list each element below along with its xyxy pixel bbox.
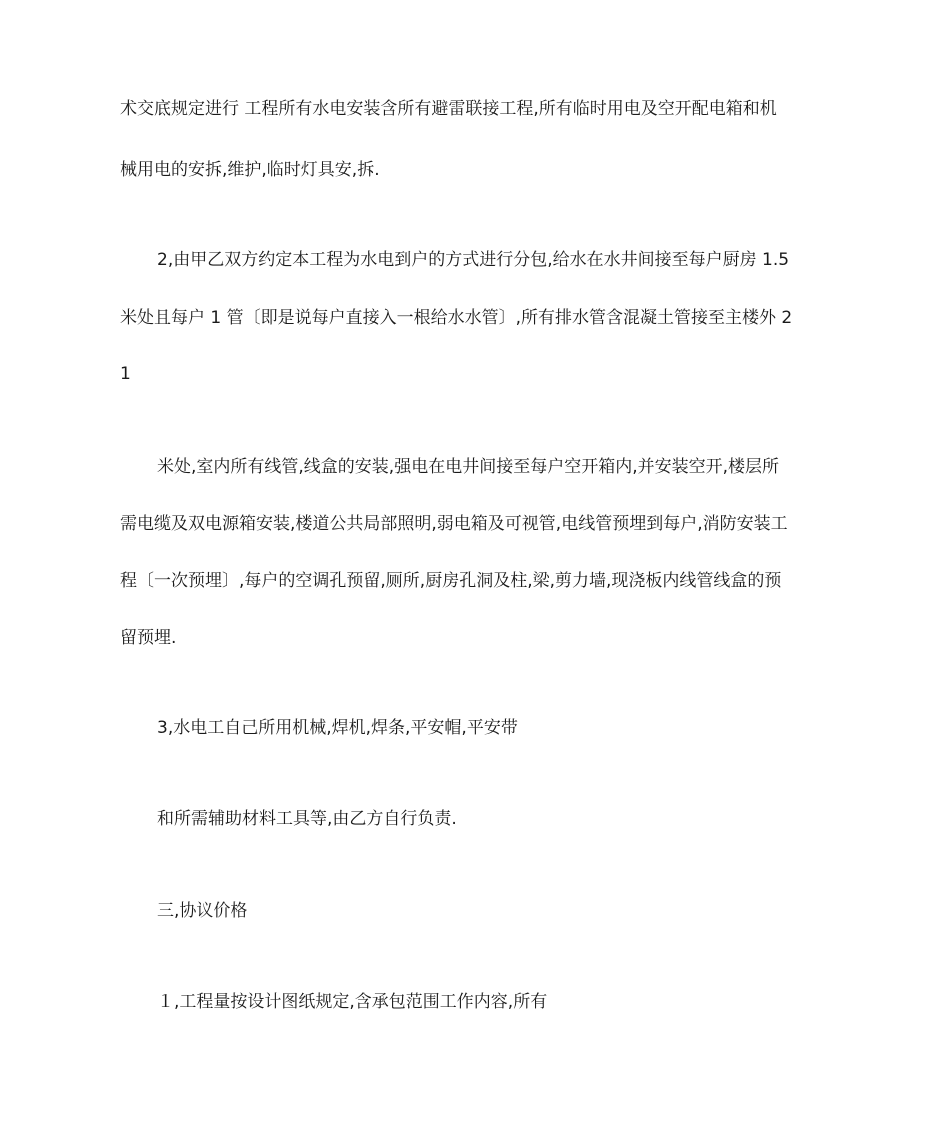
paragraph-line: 3,水电工自己所用机械,焊机,焊条,平安帽,平安带 [157,718,518,738]
paragraph-line: 需电缆及双电源箱安装,楼道公共局部照明,弱电箱及可视管,电线管预埋到每户,消防安装工 [120,514,788,534]
paragraph-line: 1 [120,364,131,384]
paragraph-line: 2,由甲乙双方约定本工程为水电到户的方式进行分包,给水在水井间接至每户厨房 1.5 [157,250,790,270]
paragraph-line: 术交底规定进行 工程所有水电安装含所有避雷联接工程,所有临时用电及空开配电箱和机 [120,99,777,119]
paragraph-line: 程〔一次预埋〕,每户的空调孔预留,厕所,厨房孔洞及柱,梁,剪力墙,现浇板内线管线盒的预 [120,571,782,591]
paragraph-line: 和所需辅助材料工具等,由乙方自行负责. [157,809,457,829]
paragraph-line: 米处,室内所有线管,线盒的安装,强电在电井间接至每户空开箱内,并安装空开,楼层所 [157,457,780,477]
paragraph-line: 留预埋. [120,628,177,648]
paragraph-line: 械用电的安拆,维护,临时灯具安,拆. [120,160,380,180]
paragraph-line: 米处且每户 1 管〔即是说每户直接入一根给水水管〕,所有排水管含混凝土管接至主楼外 2 [120,308,793,328]
paragraph-line: １,工程量按设计图纸规定,含承包范围工作内容,所有 [157,992,548,1012]
section-heading: 三,协议价格 [157,901,248,921]
